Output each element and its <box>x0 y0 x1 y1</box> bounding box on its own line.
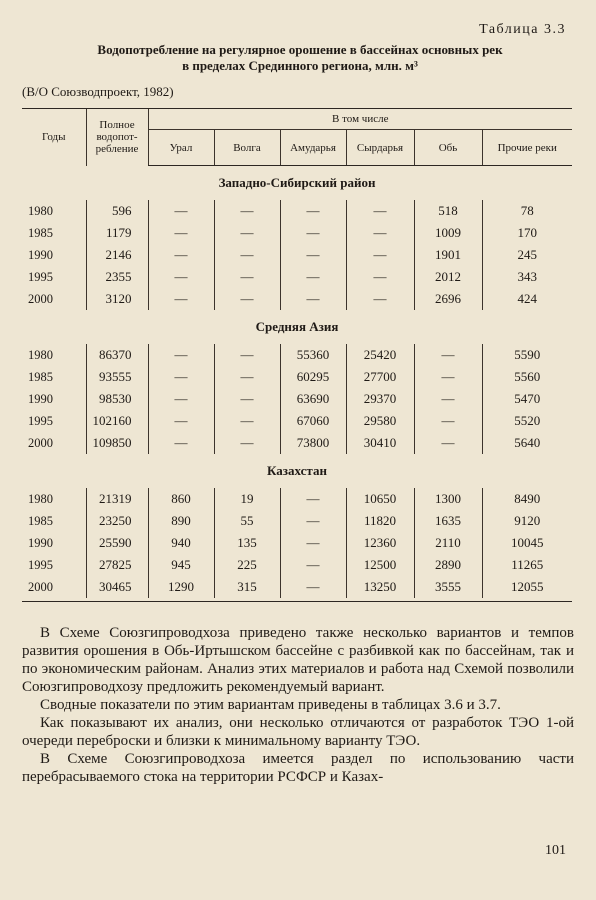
cell-other: 5560 <box>482 366 572 388</box>
header-years: Годы <box>22 109 86 166</box>
table-caption <box>40 42 560 74</box>
table-row <box>22 576 572 598</box>
section-title: Казахстан <box>267 463 327 478</box>
cell-amudarya: — <box>280 288 346 310</box>
cell-ob: — <box>414 410 482 432</box>
section-header-row <box>22 310 572 344</box>
header-ural: Урал <box>148 130 214 166</box>
table-row <box>22 554 572 576</box>
cell-year: 2000 <box>28 291 53 306</box>
paragraph: Как показывают их анализ, они несколько отличаются от разработок ТЭО 1-ой очереди переброски и близки к минимальному варианту ТЭО. <box>22 715 574 749</box>
cell-amudarya: — <box>280 554 346 576</box>
cell-ob: — <box>414 344 482 366</box>
cell-ob: 1300 <box>414 488 482 510</box>
cell-ural: — <box>148 344 214 366</box>
cell-ob: 1901 <box>414 244 482 266</box>
paragraph: В Схеме Союзгипроводхоза имеется раздел по использованию части перебрасываемого стока на территории РСФСР и Казах- <box>22 751 574 785</box>
cell-total: 27825 <box>86 554 148 576</box>
cell-total: 1179 <box>86 222 148 244</box>
cell-year: 1995 <box>28 413 53 428</box>
cell-other: 5520 <box>482 410 572 432</box>
cell-year: 2000 <box>28 579 53 594</box>
table-row <box>22 366 572 388</box>
cell-ural: 1290 <box>148 576 214 598</box>
cell-ob: 2696 <box>414 288 482 310</box>
body-text <box>22 624 574 786</box>
cell-year: 1990 <box>28 247 53 262</box>
cell-syrdarya: — <box>346 200 414 222</box>
cell-ob: — <box>414 432 482 454</box>
cell-other: 5470 <box>482 388 572 410</box>
cell-volga: 225 <box>214 554 280 576</box>
cell-amudarya: 63690 <box>280 388 346 410</box>
cell-year: 2000 <box>28 435 53 450</box>
table-bottom-rule <box>22 601 572 602</box>
cell-volga: 19 <box>214 488 280 510</box>
section-header-row <box>22 166 572 201</box>
cell-ural: — <box>148 222 214 244</box>
header-other-rivers: Прочие реки <box>482 130 572 166</box>
cell-syrdarya: 29370 <box>346 388 414 410</box>
paragraph: Сводные показатели по этим вариантам приведены в таблицах 3.6 и 3.7. <box>40 697 501 713</box>
cell-other: 12055 <box>482 576 572 598</box>
cell-syrdarya: 30410 <box>346 432 414 454</box>
caption-line-1: Водопотребление на регулярное орошение в бассейнах основных рек <box>97 42 503 57</box>
cell-ural: — <box>148 244 214 266</box>
cell-ob: 1009 <box>414 222 482 244</box>
cell-amudarya: — <box>280 266 346 288</box>
cell-ural: — <box>148 200 214 222</box>
cell-syrdarya: 29580 <box>346 410 414 432</box>
cell-syrdarya: 12500 <box>346 554 414 576</box>
cell-amudarya: 60295 <box>280 366 346 388</box>
cell-volga: 55 <box>214 510 280 532</box>
cell-year: 1995 <box>28 269 53 284</box>
section-title: Средняя Азия <box>255 319 339 334</box>
cell-syrdarya: — <box>346 288 414 310</box>
table-row <box>22 488 572 510</box>
header-amudarya: Амударья <box>280 130 346 166</box>
cell-ural: — <box>148 288 214 310</box>
cell-total: 21319 <box>86 488 148 510</box>
cell-ural: — <box>148 388 214 410</box>
table-number: Таблица 3.3 <box>479 22 566 37</box>
cell-volga: 135 <box>214 532 280 554</box>
cell-volga: — <box>214 388 280 410</box>
cell-volga: 315 <box>214 576 280 598</box>
header-total: Полное водопот-ребление <box>86 109 148 166</box>
cell-total: 30465 <box>86 576 148 598</box>
cell-ob: 2890 <box>414 554 482 576</box>
cell-syrdarya: 11820 <box>346 510 414 532</box>
cell-other: 78 <box>482 200 572 222</box>
cell-year: 1985 <box>28 225 53 240</box>
header-volga: Волга <box>214 130 280 166</box>
caption-line-2: в пределах Срединного региона, млн. м³ <box>182 58 418 73</box>
cell-volga: — <box>214 200 280 222</box>
cell-ural: 940 <box>148 532 214 554</box>
cell-other: 9120 <box>482 510 572 532</box>
cell-ob: 2110 <box>414 532 482 554</box>
section-title: Западно-Сибирский район <box>218 175 376 190</box>
cell-amudarya: — <box>280 532 346 554</box>
cell-amudarya: 73800 <box>280 432 346 454</box>
cell-ural: 890 <box>148 510 214 532</box>
cell-total: 109850 <box>86 432 148 454</box>
cell-year: 1980 <box>28 491 53 506</box>
cell-year: 1990 <box>28 535 53 550</box>
table-row <box>22 410 572 432</box>
cell-ural: — <box>148 266 214 288</box>
table-row <box>22 532 572 554</box>
table-row <box>22 344 572 366</box>
cell-syrdarya: 12360 <box>346 532 414 554</box>
cell-volga: — <box>214 366 280 388</box>
cell-total: 102160 <box>86 410 148 432</box>
header-ob: Обь <box>414 130 482 166</box>
cell-other: 245 <box>482 244 572 266</box>
cell-volga: — <box>214 344 280 366</box>
cell-year: 1990 <box>28 391 53 406</box>
cell-other: 5590 <box>482 344 572 366</box>
cell-volga: — <box>214 222 280 244</box>
cell-other: 343 <box>482 266 572 288</box>
cell-volga: — <box>214 410 280 432</box>
table-row <box>22 222 572 244</box>
cell-total: 86370 <box>86 344 148 366</box>
cell-total: 98530 <box>86 388 148 410</box>
cell-syrdarya: 10650 <box>346 488 414 510</box>
cell-ob: 1635 <box>414 510 482 532</box>
page-number: 101 <box>545 843 566 858</box>
cell-other: 8490 <box>482 488 572 510</box>
cell-ob: 3555 <box>414 576 482 598</box>
cell-year: 1985 <box>28 513 53 528</box>
cell-ob: — <box>414 366 482 388</box>
cell-amudarya: — <box>280 510 346 532</box>
cell-ob: 518 <box>414 200 482 222</box>
cell-year: 1980 <box>28 347 53 362</box>
cell-amudarya: — <box>280 488 346 510</box>
cell-amudarya: — <box>280 222 346 244</box>
cell-total: 596 <box>86 200 148 222</box>
cell-volga: — <box>214 266 280 288</box>
cell-syrdarya: 13250 <box>346 576 414 598</box>
cell-total: 25590 <box>86 532 148 554</box>
cell-amudarya: — <box>280 244 346 266</box>
cell-ob: 2012 <box>414 266 482 288</box>
cell-ural: — <box>148 366 214 388</box>
table-row <box>22 432 572 454</box>
header-syrdarya: Сырдарья <box>346 130 414 166</box>
cell-syrdarya: — <box>346 222 414 244</box>
cell-total: 2146 <box>86 244 148 266</box>
cell-total: 93555 <box>86 366 148 388</box>
cell-volga: — <box>214 288 280 310</box>
cell-ob: — <box>414 388 482 410</box>
cell-total: 2355 <box>86 266 148 288</box>
cell-year: 1985 <box>28 369 53 384</box>
cell-syrdarya: 25420 <box>346 344 414 366</box>
section-header-row <box>22 454 572 488</box>
table-row <box>22 244 572 266</box>
cell-total: 23250 <box>86 510 148 532</box>
cell-ural: 945 <box>148 554 214 576</box>
table-row <box>22 288 572 310</box>
cell-total: 3120 <box>86 288 148 310</box>
cell-volga: — <box>214 244 280 266</box>
cell-year: 1980 <box>28 203 53 218</box>
cell-amudarya: — <box>280 200 346 222</box>
table-row <box>22 388 572 410</box>
cell-other: 424 <box>482 288 572 310</box>
paragraph: В Схеме Союзгипроводхоза приведено также несколько вариантов и темпов развития орошения в Обь-Иртышском бассейне с разбивкой как по бассейнам, так и по экономическим районам. Анализ этих материалов и работа над Схемой позволили Союзгипроводхозу предложить рекомендуемый вариант. <box>22 625 574 695</box>
cell-other: 170 <box>482 222 572 244</box>
cell-syrdarya: — <box>346 244 414 266</box>
table-row <box>22 200 572 222</box>
cell-syrdarya: — <box>346 266 414 288</box>
header-including: В том числе <box>148 109 572 130</box>
table-row <box>22 510 572 532</box>
cell-other: 5640 <box>482 432 572 454</box>
cell-ural: — <box>148 432 214 454</box>
cell-ural: 860 <box>148 488 214 510</box>
water-consumption-table <box>22 108 572 598</box>
table-row <box>22 266 572 288</box>
cell-other: 11265 <box>482 554 572 576</box>
cell-amudarya: 67060 <box>280 410 346 432</box>
cell-other: 10045 <box>482 532 572 554</box>
cell-syrdarya: 27700 <box>346 366 414 388</box>
table-body <box>22 166 572 599</box>
cell-amudarya: — <box>280 576 346 598</box>
cell-year: 1995 <box>28 557 53 572</box>
table-source: (В/О Союзводпроект, 1982) <box>22 84 174 99</box>
cell-amudarya: 55360 <box>280 344 346 366</box>
cell-volga: — <box>214 432 280 454</box>
cell-ural: — <box>148 410 214 432</box>
